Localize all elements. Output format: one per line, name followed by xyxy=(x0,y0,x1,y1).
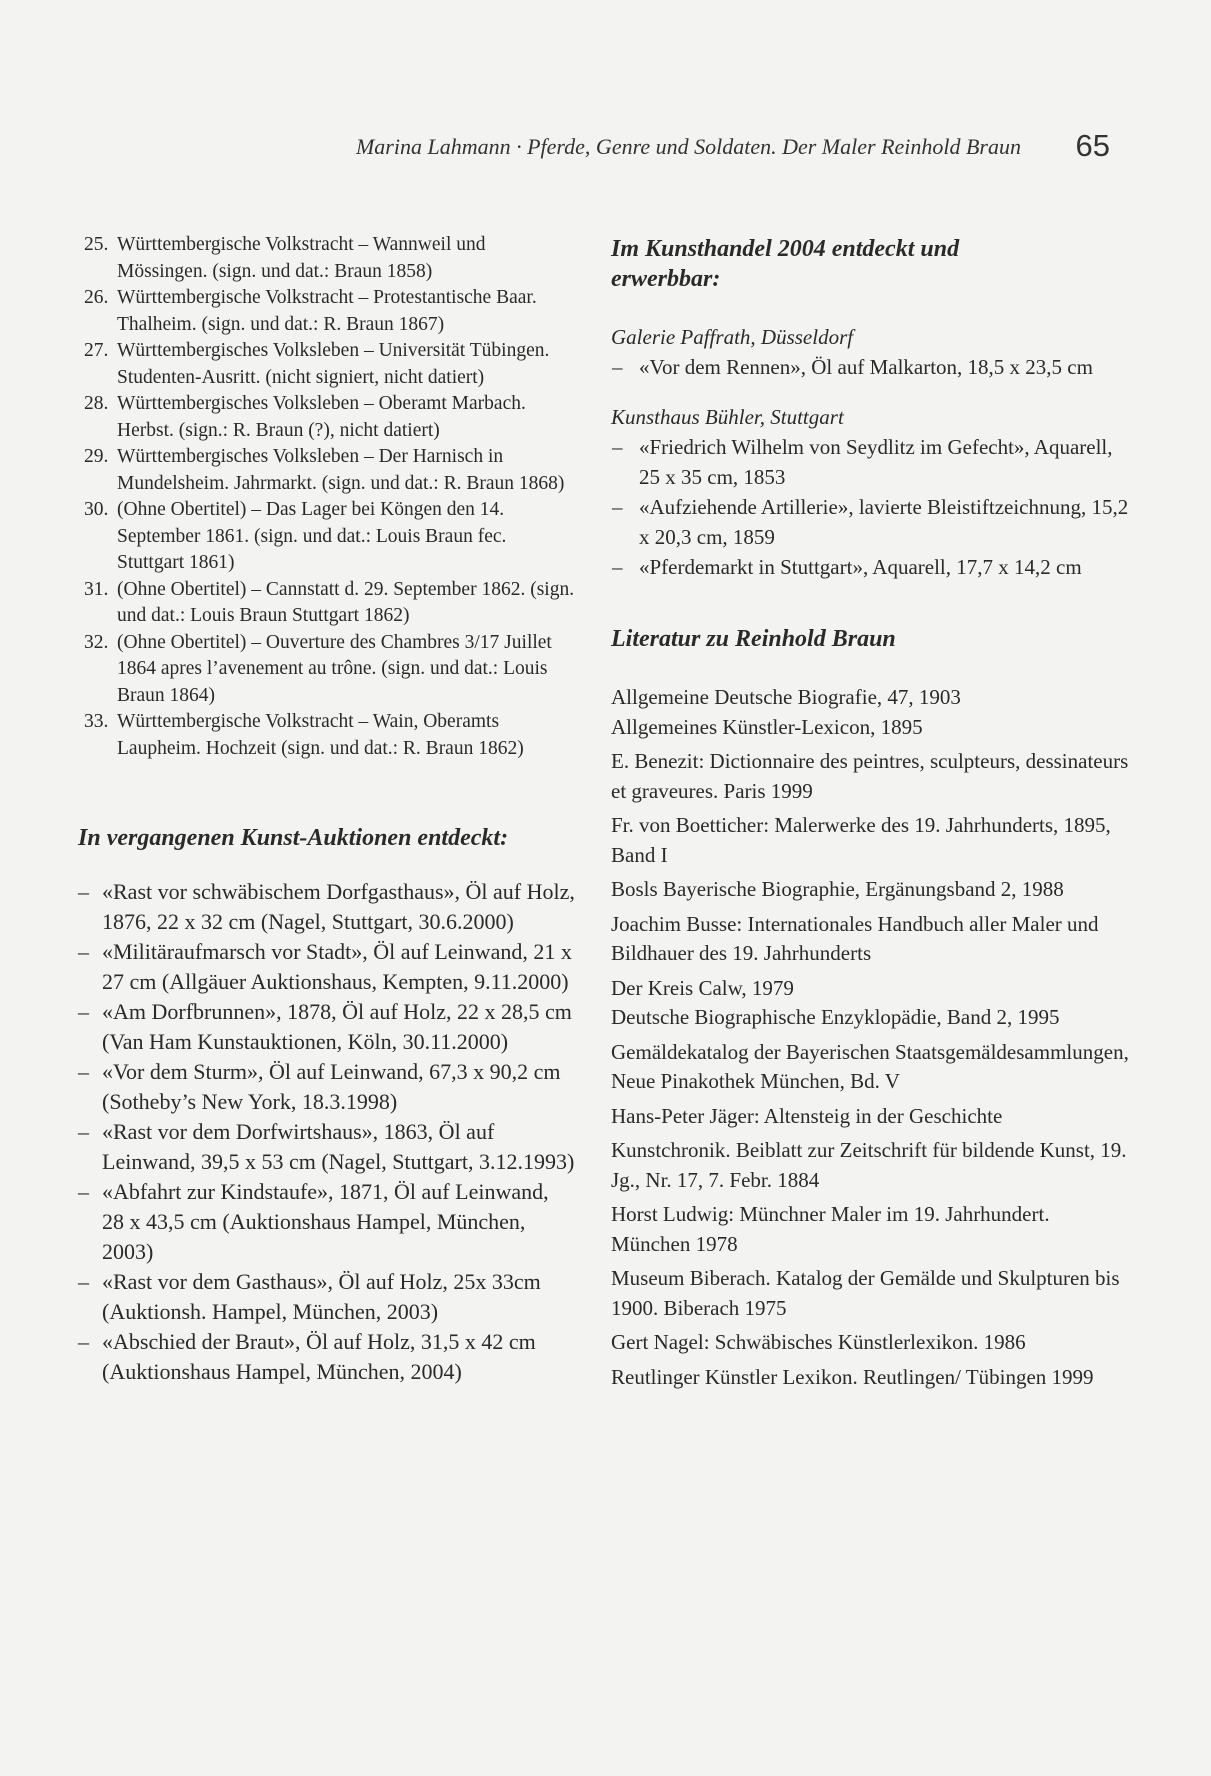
list-item xyxy=(78,1267,576,1327)
dash-marker: – xyxy=(78,879,89,904)
dash-marker: – xyxy=(78,999,89,1024)
item-text: «Rast vor schwäbischem Dorfgasthaus», Öl auf Holz, 1876, 22 x 32 cm (Nagel, Stuttgart, 30.6.2000) xyxy=(102,879,575,934)
list-item xyxy=(78,630,576,710)
list-item xyxy=(78,997,576,1057)
list-item xyxy=(78,497,576,577)
item-text: «Vor dem Rennen», Öl auf Malkarton, 18,5 x 23,5 cm xyxy=(639,355,1093,379)
literature-entry: Joachim Busse: Internationales Handbuch aller Maler und Bildhauer des 19. Jahrhunderts xyxy=(611,911,1099,965)
list-item xyxy=(611,432,1131,492)
item-text: Württembergische Volkstracht – Wain, Oberamts Laupheim. Hochzeit (sign. und dat.: R. Braun 1862) xyxy=(117,711,524,759)
list-item xyxy=(78,285,576,338)
literature-entry: Bosls Bayerische Biographie, Ergänungsband 2, 1988 xyxy=(611,877,1064,901)
item-number: 25. xyxy=(84,234,109,255)
literature-entry: Gemäldekatalog der Bayerischen Staatsgemäldesammlungen, Neue Pinakothek München, Bd. V xyxy=(611,1039,1129,1093)
item-text: «Abschied der Braut», Öl auf Holz, 31,5 x 42 cm (Auktionshaus Hampel, München, 2004) xyxy=(102,1329,536,1384)
item-text: Württembergisches Volksleben – Der Harnisch in Mundelsheim. Jahrmarkt. (sign. und dat.: R. Braun 1868) xyxy=(117,446,565,494)
gallery-items xyxy=(611,352,1131,382)
auctions-list xyxy=(78,877,576,1387)
dash-marker: – xyxy=(78,1119,89,1144)
item-text: «Rast vor dem Dorfwirtshaus», 1863, Öl auf Leinwand, 39,5 x 53 cm (Nagel, Stuttgart, 3.12.1993) xyxy=(102,1119,575,1174)
dash-marker: – xyxy=(612,435,623,459)
dash-marker: – xyxy=(78,939,89,964)
trade-heading: Im Kunsthandel 2004 entdeckt und erwerbbar: xyxy=(611,236,960,292)
literature-entry: Allgemeine Deutsche Biografie, 47, 1903 xyxy=(611,685,961,709)
dash-marker: – xyxy=(78,1329,89,1354)
item-number: 29. xyxy=(84,446,109,467)
literature-entry: Horst Ludwig: Münchner Maler im 19. Jahrhundert. München 1978 xyxy=(611,1202,1050,1256)
auctions-heading: In vergangenen Kunst-Auktionen entdeckt: xyxy=(78,825,509,851)
item-text: «Vor dem Sturm», Öl auf Leinwand, 67,3 x 90,2 cm (Sotheby’s New York, 18.3.1998) xyxy=(102,1059,561,1114)
literature-entry: Der Kreis Calw, 1979 xyxy=(611,975,794,1000)
item-text: (Ohne Obertitel) – Cannstatt d. 29. September 1862. (sign. und dat.: Louis Braun Stuttgart 1862) xyxy=(117,578,575,626)
literature-entry: Gert Nagel: Schwäbisches Künstlerlexikon. 1986 xyxy=(611,1330,1026,1354)
list-item xyxy=(78,338,576,391)
list-item xyxy=(78,1177,576,1267)
item-text: «Pferdemarkt in Stuttgart», Aquarell, 17,7 x 14,2 cm xyxy=(639,555,1082,579)
item-text: Württembergisches Volksleben – Universität Tübingen. Studenten-Ausritt. (nicht signiert, nicht datiert) xyxy=(117,340,550,388)
works-list xyxy=(78,232,576,762)
item-text: «Aufziehende Artillerie», lavierte Bleistiftzeichnung, 15,2 x 20,3 cm, 1859 xyxy=(639,495,1129,549)
gallery-name: Galerie Paffrath, Düsseldorf xyxy=(611,325,854,349)
list-item xyxy=(78,391,576,444)
list-item xyxy=(78,1117,576,1177)
item-number: 27. xyxy=(84,340,109,361)
item-number: 30. xyxy=(84,499,109,520)
item-text: Württembergisches Volksleben – Oberamt Marbach. Herbst. (sign.: R. Braun (?), nicht datiert) xyxy=(117,393,526,441)
list-item xyxy=(611,492,1131,552)
dash-marker: – xyxy=(78,1059,89,1084)
literature-entry: Kunstchronik. Beiblatt zur Zeitschrift für bildende Kunst, 19. Jg., Nr. 17, 7. Febr. 1884 xyxy=(611,1138,1127,1192)
list-item xyxy=(611,552,1131,582)
gallery-name: Kunsthaus Bühler, Stuttgart xyxy=(611,405,844,429)
item-number: 33. xyxy=(84,711,109,732)
left-column xyxy=(78,232,576,1387)
dash-marker: – xyxy=(612,355,623,379)
dash-marker: – xyxy=(78,1179,89,1204)
list-item xyxy=(78,444,576,497)
item-number: 31. xyxy=(84,578,109,600)
list-item xyxy=(78,877,576,937)
list-item xyxy=(611,352,1131,382)
item-number: 32. xyxy=(84,631,109,653)
list-item xyxy=(78,577,576,630)
list-item xyxy=(78,232,576,285)
list-item xyxy=(78,937,576,997)
item-text: «Abfahrt zur Kindstaufe», 1871, Öl auf Leinwand, 28 x 43,5 cm (Auktionshaus Hampel, München, 2003) xyxy=(102,1179,549,1264)
literature-entry: Museum Biberach. Katalog der Gemälde und Skulpturen bis 1900. Biberach 1975 xyxy=(611,1266,1120,1320)
page-header xyxy=(0,128,1211,168)
dash-marker: – xyxy=(612,555,623,579)
page-number: 65 xyxy=(1075,128,1110,163)
literature-list xyxy=(611,683,1131,1392)
literature-entry: Deutsche Biographische Enzyklopädie, Band 2, 1995 xyxy=(611,1005,1060,1029)
item-text: (Ohne Obertitel) – Das Lager bei Köngen den 14. September 1861. (sign. und dat.: Louis Braun fec. Stuttgart 1861) xyxy=(117,499,507,573)
literature-entry: Fr. von Boetticher: Malerwerke des 19. Jahrhunderts, 1895, Band I xyxy=(611,813,1111,867)
item-text: (Ohne Obertitel) – Ouverture des Chambres 3/17 Juillet 1864 apres l’avenement au trône. (sign. und dat.: Louis Braun 1864) xyxy=(117,631,552,706)
dash-marker: – xyxy=(78,1269,89,1294)
list-item xyxy=(78,1327,576,1387)
item-text: Württembergische Volkstracht – Wannweil und Mössingen. (sign. und dat.: Braun 1858) xyxy=(117,234,486,282)
running-head: Marina Lahmann · Pferde, Genre und Soldaten. Der Maler Reinhold Braun xyxy=(355,134,1021,159)
item-text: «Am Dorfbrunnen», 1878, Öl auf Holz, 22 x 28,5 cm (Van Ham Kunstauktionen, Köln, 30.11.2000) xyxy=(102,999,572,1054)
item-text: Württembergische Volkstracht – Protestantische Baar. Thalheim. (sign. und dat.: R. Braun 1867) xyxy=(117,287,537,335)
item-text: «Rast vor dem Gasthaus», Öl auf Holz, 25x 33cm (Auktionsh. Hampel, München, 2003) xyxy=(102,1269,541,1324)
literature-entry: E. Benezit: Dictionnaire des peintres, sculpteurs, dessinateurs et graveures. Paris 1999 xyxy=(611,749,1129,803)
literature-entry: Hans-Peter Jäger: Altensteig in der Geschichte xyxy=(611,1103,1003,1128)
right-column xyxy=(611,234,1131,1392)
literature-heading: Literatur zu Reinhold Braun xyxy=(611,626,896,652)
literature-entry: Reutlinger Künstler Lexikon. Reutlingen/ Tübingen 1999 xyxy=(611,1364,1094,1389)
list-item xyxy=(78,1057,576,1117)
item-text: «Militäraufmarsch vor Stadt», Öl auf Leinwand, 21 x 27 cm (Allgäuer Auktionshaus, Kempten, 9.11.2000) xyxy=(102,939,572,994)
item-text: «Friedrich Wilhelm von Seydlitz im Gefecht», Aquarell, 25 x 35 cm, 1853 xyxy=(639,435,1113,489)
dash-marker: – xyxy=(612,495,623,519)
item-number: 26. xyxy=(84,287,109,308)
gallery-items xyxy=(611,432,1131,582)
literature-entry: Allgemeines Künstler-Lexicon, 1895 xyxy=(611,714,923,739)
item-number: 28. xyxy=(84,393,109,414)
list-item xyxy=(78,709,576,762)
